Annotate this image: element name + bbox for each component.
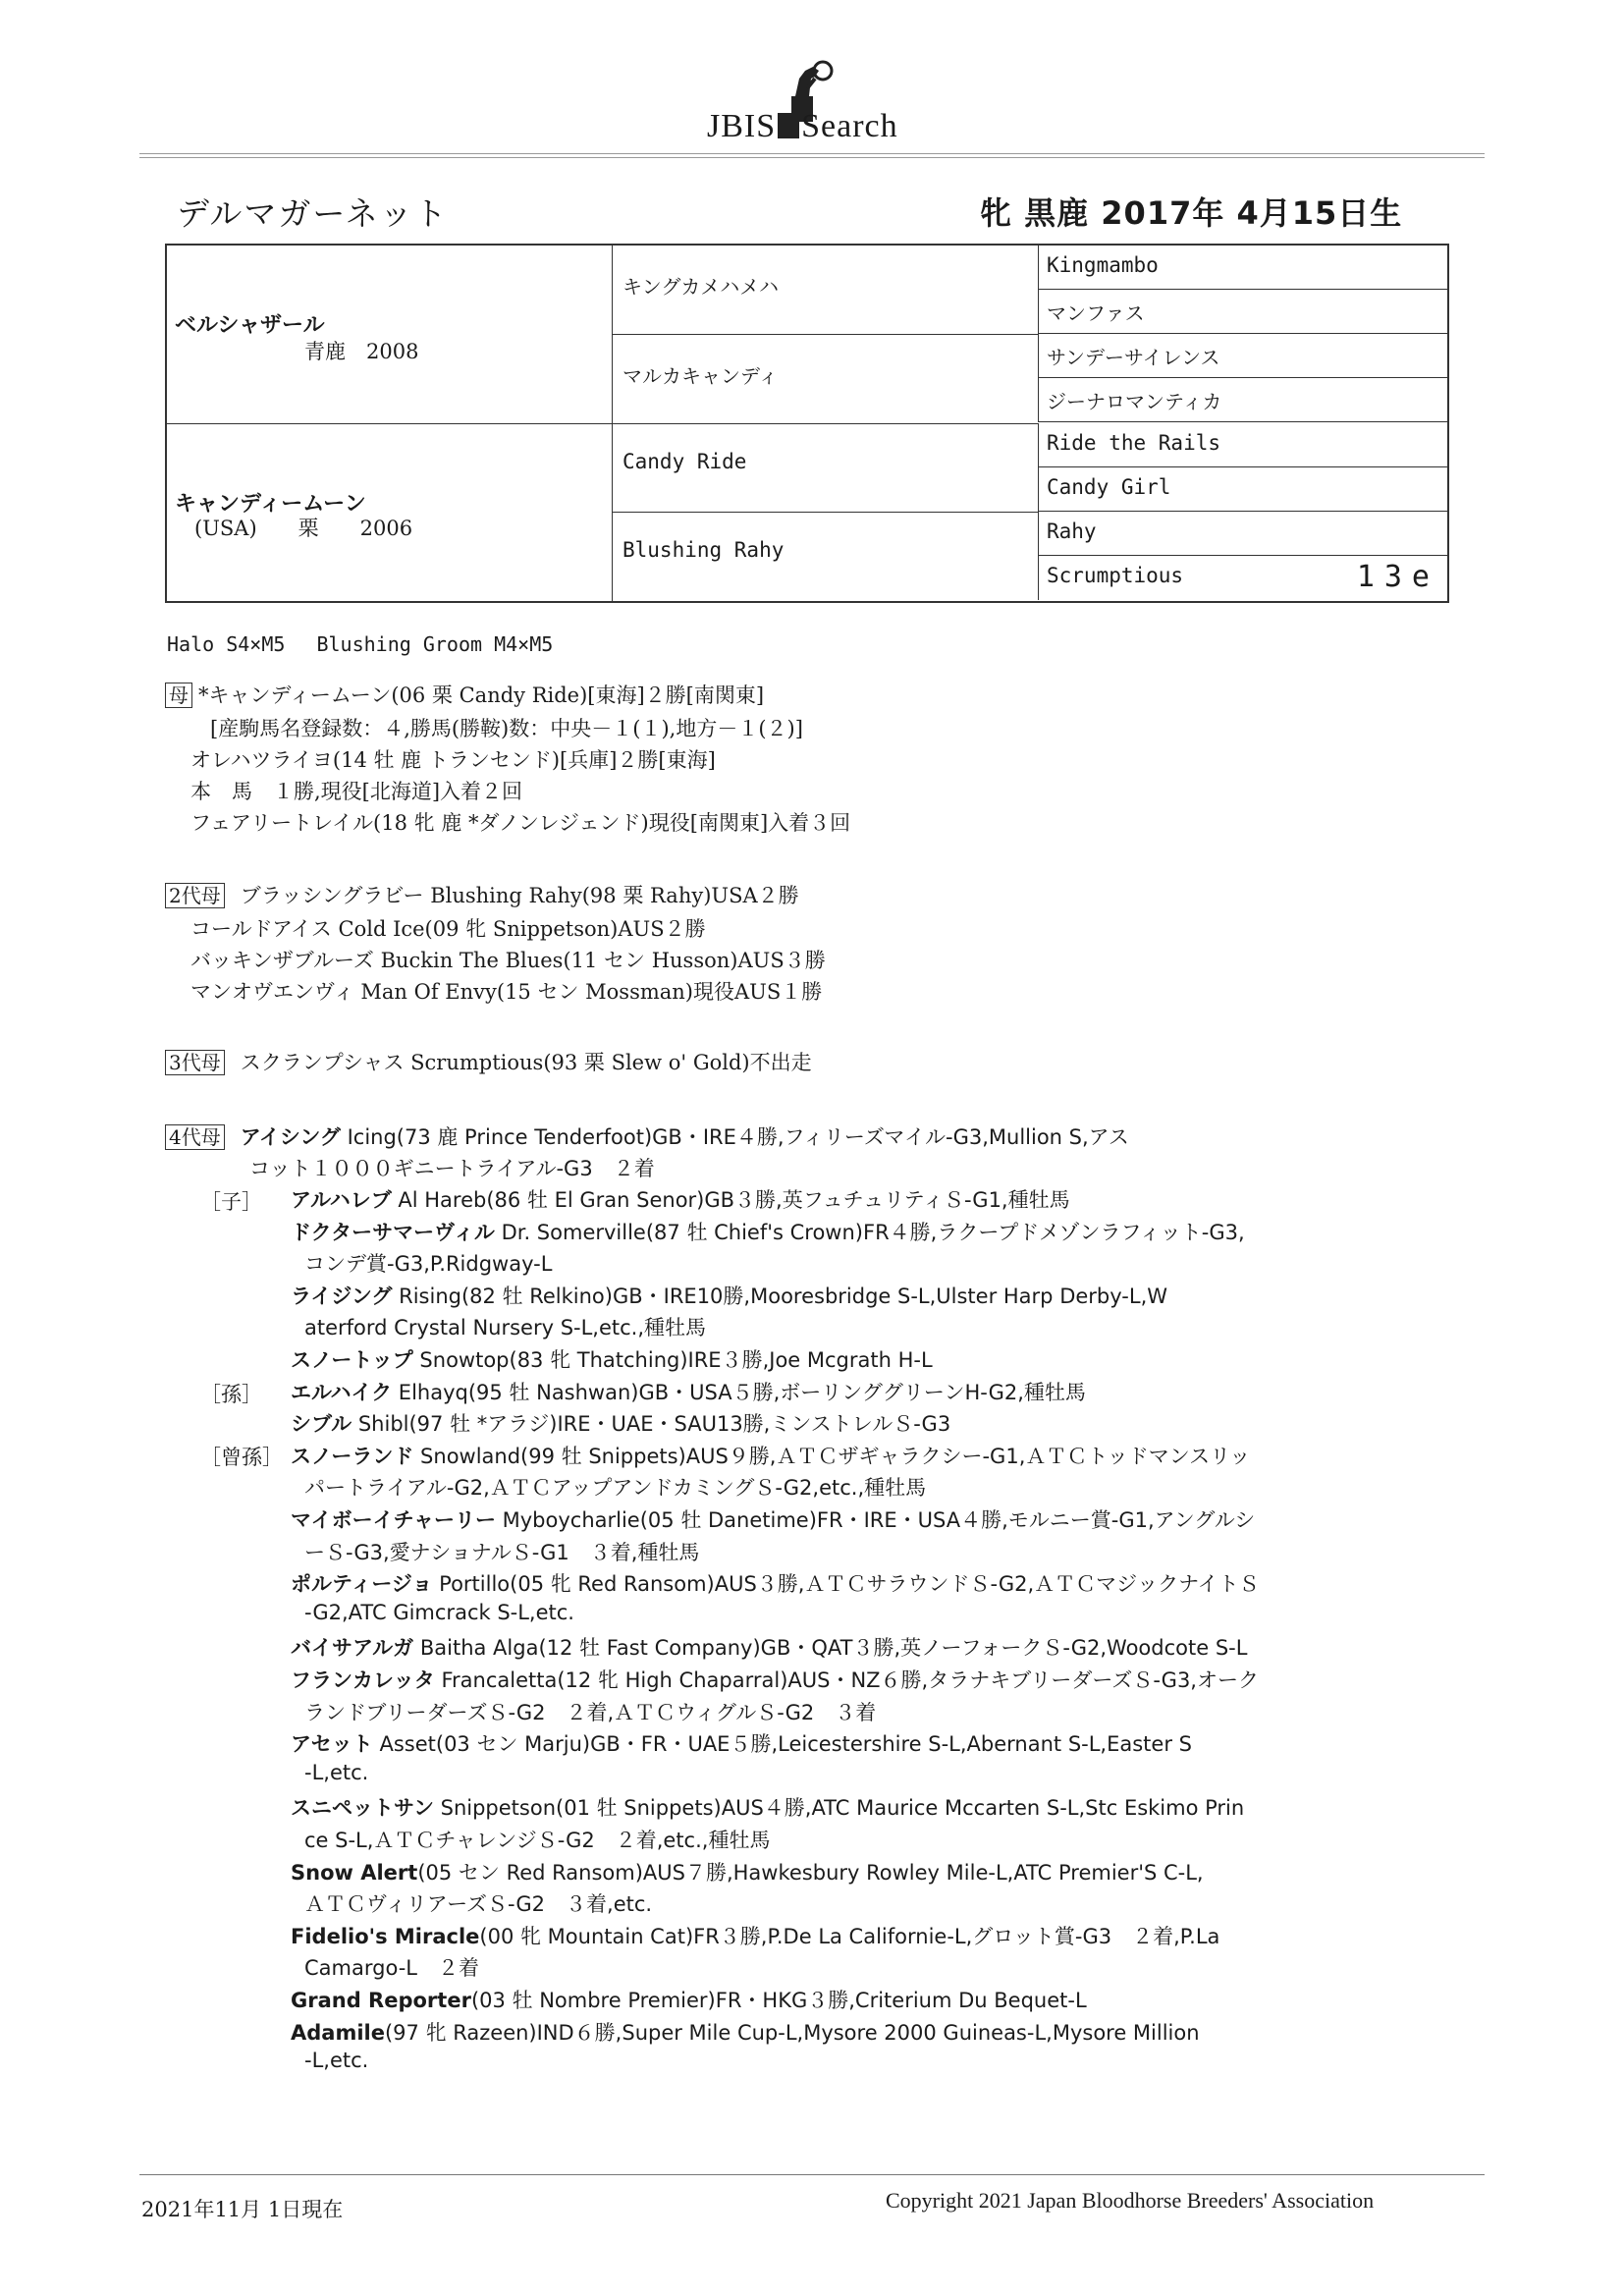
descendant-name: Fidelio's Miracle — [291, 1924, 480, 1948]
dam-cell — [167, 423, 613, 601]
descendant-details: (97 牝 Razeen)IND６勝,Super Mile Cup-L,Mysore 2000 Guineas-L,Mysore Million — [384, 2020, 1200, 2045]
pedigree-g3-name: Ride the Rails — [1047, 431, 1221, 455]
descendant-line — [291, 1921, 1219, 1950]
dam-line: オレハツライヨ(14 牡 鹿 トランセンド)[兵庫]２勝[東海] — [190, 748, 716, 772]
inbreeding-line: Halo S4×M5 Blushing Groom M4×M5 — [167, 632, 554, 656]
descendant-name: アセット — [291, 1732, 373, 1757]
descendant-details: Asset(03 セン Marju)GB・FR・UAE５勝,Leicestershire S-L,Abernant S-L,Easter S — [372, 1732, 1192, 1757]
g4dam-details: Icing(73 鹿 Prince Tenderfoot)GB・IRE４勝,フィリーズマイル-G3,Mullion S,アス — [340, 1125, 1129, 1149]
descendant-details: Elhayq(95 牡 Nashwan)GB・USA５勝,ボーリンググリーンH-G2,種牡馬 — [392, 1380, 1086, 1404]
descendant-details: Myboycharlie(05 牡 Danetime)FR・IRE・USA４勝,モルニー賞-G1,アングルシ — [495, 1508, 1256, 1532]
descendant-details: (05 セン Red Ransom)AUS７勝,Hawkesbury Rowley Mile-L,ATC Premier'S C-L, — [417, 1860, 1204, 1885]
pedigree-g3-cell — [1039, 378, 1449, 422]
pedigree-g3-cell — [1039, 290, 1449, 334]
pedigree-g3-cell — [1039, 512, 1449, 556]
descendant-line-cont: ＡＴＣヴィリアーズＳ-G2 ３着,etc. — [304, 1892, 653, 1917]
descendant-name: マイボーイチャーリー — [291, 1508, 496, 1532]
logo-text — [707, 108, 898, 145]
label-great: ［曾孫］ — [200, 1446, 283, 1469]
descendant-name: Snow Alert — [291, 1860, 418, 1885]
pedigree-g2-name: キングカメハメハ — [623, 275, 779, 299]
pedigree-g3-name: Scrumptious — [1047, 564, 1184, 587]
descendant-details: (00 牝 Mountain Cat)FR３勝,P.De La Californie-L,グロット賞-G3 ２着,P.La — [479, 1924, 1220, 1948]
pedigree-g3-name: Candy Girl — [1047, 475, 1171, 499]
pedigree-g3-cell — [1039, 467, 1449, 512]
footer-copyright: Copyright 2021 Japan Bloodhorse Breeders' Association — [886, 2188, 1375, 2213]
g4dam-tag: 4代母 — [165, 1124, 225, 1150]
g3dam-tag: 3代母 — [165, 1050, 225, 1075]
pedigree-g3-name: サンデーサイレンス — [1047, 346, 1220, 369]
descendant-line-cont: コンデ賞-G3,P.Ridgway-L — [304, 1252, 553, 1277]
jbis-search-logo — [687, 57, 943, 151]
descendant-name: スニペットサン — [291, 1796, 434, 1821]
descendant-line — [291, 1857, 1204, 1886]
descendant-line-cont: ce S-L,ＡＴＣチャレンジＳ-G2 ２着,etc.,種牡馬 — [304, 1829, 771, 1852]
g2dam-tag: 2代母 — [165, 883, 225, 908]
dam-line: 本 馬 １勝,現役[北海道]入着２回 — [190, 780, 523, 803]
descendant-line-cont: -L,etc. — [304, 2049, 369, 2073]
descendant-line — [291, 2017, 1200, 2047]
pedigree-g3-cell — [1039, 556, 1449, 600]
g3dam-line-text: スクランプシャス Scrumptious(93 栗 Slew o' Gold)不出走 — [240, 1051, 812, 1074]
descendant-line — [291, 1281, 1167, 1310]
descendant-name: Grand Reporter — [291, 1989, 471, 2012]
pedigree-g3-cell — [1039, 246, 1449, 290]
descendant-details: Snowland(99 牡 Snippets)AUS９勝,ＡＴＣザギャラクシー-G1,ＡＴＣトッドマンスリッ — [413, 1444, 1251, 1468]
descendant-name: アルハレブ — [291, 1188, 392, 1212]
descendant-details: Shibl(97 牡 *アラジ)IRE・UAE・SAU13勝,ミンストレルＳ-G3 — [352, 1412, 951, 1437]
header-rule-top-2 — [139, 157, 1485, 158]
descendant-name: エルハイク — [291, 1380, 393, 1404]
label-child: ［子］ — [200, 1190, 262, 1214]
descendant-details: Al Hareb(86 牡 El Gran Senor)GB３勝,英フュチュリティＳ-G1,種牡馬 — [391, 1188, 1070, 1212]
descendant-name: スノーランド — [291, 1444, 414, 1468]
descendant-line — [291, 1568, 1260, 1598]
g2dam-line: マンオヴエンヴィ Man Of Envy(15 セン Mossman)現役AUS１勝 — [190, 980, 823, 1004]
descendant-line — [291, 1344, 933, 1374]
descendant-line-cont: -L,etc. — [304, 1760, 369, 1784]
descendant-line — [291, 1792, 1244, 1822]
descendant-line — [291, 1377, 1086, 1406]
descendant-name: ライジング — [291, 1284, 393, 1308]
dam-line: [産駒馬名登録数：４,勝馬(勝鞍)数：中央－１(１),地方－１(２)] — [210, 717, 803, 740]
pedigree-table — [165, 244, 1449, 603]
descendant-line-cont: ランドブリーダーズＳ-G2 ２着,ＡＴＣウィグルＳ-G2 ３着 — [304, 1700, 877, 1724]
descendant-details: Dr. Somerville(87 牡 Chief's Crown)FR４勝,ラクープドメゾンラフィット-G3, — [494, 1220, 1245, 1244]
g4dam-line — [165, 1121, 1129, 1151]
family-number: 13e — [1356, 560, 1439, 594]
descendant-details: Snowtop(83 牝 Thatching)IRE３勝,Joe Mcgrath H-L — [412, 1348, 933, 1372]
descendant-details: Portillo(05 牝 Red Ransom)AUS３勝,ＡＴＣサラウンドＳ-G2,ＡＴＣマジックナイトＳ — [432, 1572, 1260, 1597]
label-grand: ［孫］ — [200, 1383, 262, 1406]
footer-rule — [139, 2174, 1485, 2175]
descendant-details: (03 牡 Nombre Premier)FR・HKG３勝,Criterium Du Bequet-L — [470, 1989, 1087, 2012]
logo-right: Search — [801, 108, 898, 144]
descendant-name: スノートップ — [291, 1348, 413, 1372]
pedigree-g2-name: Candy Ride — [623, 450, 747, 473]
logo-block-icon — [778, 113, 799, 138]
descendant-line-cont: Camargo-L ２着 — [304, 1956, 479, 1981]
pedigree-g3-name: Rahy — [1047, 519, 1097, 543]
pedigree-g2-cell — [613, 423, 1039, 512]
pedigree-g3-name: ジーナロマンティカ — [1047, 390, 1222, 413]
footer-date: 2021年11月 1日現在 — [141, 2198, 344, 2221]
descendant-line-cont: -G2,ATC Gimcrack S-L,etc. — [304, 1600, 574, 1624]
horse-info: 牝 黒鹿 2017年 4月15日生 — [980, 194, 1403, 232]
descendant-line — [291, 1985, 1087, 2014]
dam-line — [165, 680, 764, 709]
sire-cell — [167, 246, 613, 423]
header-rule-top — [139, 153, 1485, 154]
dam-tag: 母 — [165, 683, 192, 708]
descendant-line-cont: aterford Crystal Nursery S-L,etc.,種牡馬 — [304, 1316, 707, 1340]
pedigree-g3-name: Kingmambo — [1047, 253, 1159, 277]
descendant-details: Francaletta(12 牝 High Chaparral)AUS・NZ６勝,タラナキブリーダーズＳ-G3,オーク — [434, 1668, 1259, 1692]
descendant-line — [291, 1217, 1245, 1246]
pedigree-g3-cell — [1039, 423, 1449, 467]
sire-details: 青鹿 2008 — [304, 340, 419, 363]
descendant-details: Snippetson(01 牡 Snippets)AUS４勝,ATC Maurice Mccarten S-L,Stc Eskimo Prin — [433, 1796, 1245, 1821]
descendant-line — [291, 1632, 1247, 1662]
pedigree-g3-cell — [1039, 334, 1449, 378]
dam-line: フェアリートレイル(18 牝 鹿 *ダノンレジェンド)現役[南関東]入着３回 — [190, 811, 851, 835]
sire-name: ベルシャザール — [175, 313, 325, 338]
descendant-name: ポルティージョ — [291, 1572, 433, 1597]
descendant-line — [291, 1441, 1250, 1470]
descendant-line — [291, 1184, 1070, 1214]
g4dam-name: アイシング — [240, 1125, 341, 1149]
descendant-name: バイサアルガ — [291, 1636, 414, 1661]
dam-line-text: *キャンディームーン(06 栗 Candy Ride)[東海]２勝[南関東] — [198, 683, 765, 707]
descendant-line — [291, 1408, 950, 1438]
descendant-name: シブル — [291, 1412, 352, 1437]
descendant-line-cont: ーＳ-G3,愛ナショナルＳ-G1 ３着,種牡馬 — [304, 1540, 700, 1564]
descendant-name: フランカレッタ — [291, 1668, 435, 1692]
g4dam-line-cont: コット１０００ギニートライアル-G3 ２着 — [249, 1157, 655, 1180]
descendant-line-cont: パートライアル-G2,ＡＴＣアップアンドカミングＳ-G2,etc.,種牡馬 — [304, 1476, 927, 1501]
logo-left: JBIS — [707, 108, 777, 144]
pedigree-g2-cell — [613, 334, 1039, 422]
descendant-line — [291, 1504, 1255, 1534]
pedigree-g2-cell — [613, 512, 1039, 600]
g3dam-line — [165, 1047, 812, 1076]
dam-name: キャンディームーン — [175, 492, 366, 517]
descendant-details: Baitha Alga(12 牡 Fast Company)GB・QAT３勝,英ノーフォークＳ-G2,Woodcote S-L — [413, 1636, 1248, 1661]
descendant-line — [291, 1728, 1192, 1758]
pedigree-g2-cell — [613, 246, 1039, 334]
descendant-name: Adamile — [291, 2020, 385, 2045]
descendant-details: Rising(82 牡 Relkino)GB・IRE10勝,Mooresbridge S-L,Ulster Harp Derby-L,W — [392, 1284, 1168, 1308]
pedigree-g2-name: Blushing Rahy — [623, 538, 785, 562]
pedigree-g2-name: マルカキャンディ — [623, 364, 779, 388]
pedigree-g3-name: マンファス — [1047, 301, 1145, 325]
dam-details: (USA) 栗 2006 — [194, 517, 413, 540]
horse-name: デルマガーネット — [177, 194, 449, 233]
g2dam-line-text: ブラッシングラビー Blushing Rahy(98 栗 Rahy)USA２勝 — [240, 884, 799, 907]
g2dam-line: バッキンザブルーズ Buckin The Blues(11 セン Husson)AUS３勝 — [190, 949, 826, 972]
g2dam-line — [165, 880, 799, 909]
descendant-line — [291, 1665, 1259, 1694]
g2dam-line: コールドアイス Cold Ice(09 牝 Snippetson)AUS２勝 — [190, 917, 706, 941]
descendant-name: ドクターサマーヴィル — [291, 1220, 495, 1244]
